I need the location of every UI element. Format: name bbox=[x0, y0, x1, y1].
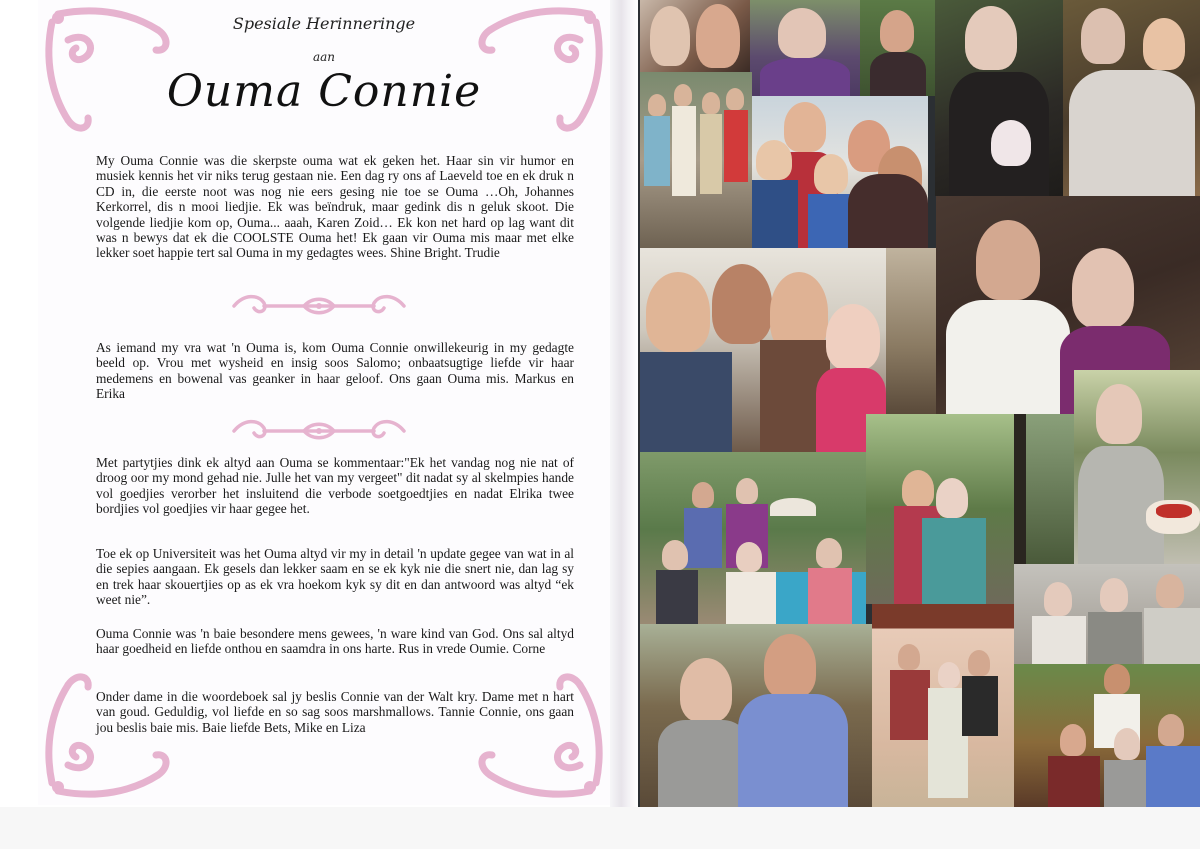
photo-ouma-with-baby bbox=[935, 0, 1063, 196]
photo-family-group-standing bbox=[640, 72, 752, 248]
tribute-paragraph-bets-mike-liza: Onder dame in die woordeboek sal jy beslis Connie van der Walt kry. Dame met n hart van goud. Geduldig, vol liefde en so sag soos marshmallows. Tannie Connie, ons gaan jou beslis baie mis. Baie liefde Bets, Mike en Liza bbox=[96, 689, 574, 735]
photo-group-in-lounge bbox=[1014, 664, 1200, 807]
photo-ouma-with-grandson bbox=[1063, 0, 1200, 196]
scroll-divider-icon bbox=[224, 416, 414, 446]
photo-group-by-pool bbox=[640, 452, 866, 624]
photo-ouma-and-oupa-seated bbox=[640, 624, 872, 807]
memorial-left-page bbox=[38, 0, 610, 805]
photo-family-at-beach bbox=[752, 96, 928, 248]
photo-seniors-sitting bbox=[1014, 564, 1200, 664]
scroll-divider-icon bbox=[224, 291, 414, 321]
memorial-connector: aan bbox=[312, 50, 336, 64]
photo-ladies-in-garden bbox=[866, 414, 1014, 604]
photo-ouma-and-granddaughter bbox=[640, 0, 750, 72]
tribute-paragraph-trudie: My Ouma Connie was die skerpste ouma wat ek geken het. Haar sin vir humor en musiek kennis het vir niks terug gestaan nie. Een dag ry ons af Laeveld toe en ek druk n CD in, die eerste noot was nog nie eers gesing nie toe se Ouma …Oh, Johannes Kerkorrel, dis n mooi liedjie. Ek was beïndruk, maar gedink dis n geluk skoot. Die volgende liedjie kom op, Ouma... aaah, Karen Zoid… Ek kon net hard op lag want dit was n bewys dat ek die COOLSTE Ouma het! Ek gaan vir Ouma mis maar met elke lekker soet happie tert sal Ouma in my gedagtes wees. Shine Bright. Trudie bbox=[96, 153, 574, 261]
photo-ouma-sunglasses bbox=[750, 0, 860, 96]
photo-family-outside-house bbox=[872, 604, 1014, 807]
tribute-paragraph-partytjies: Met partytjies dink ek altyd aan Ouma se kommentaar:"Ek het vandag nog nie nat of droog oor my mond gehad nie. Julle het van my vergeet" dit nadat sy al skelmpies hande vol goedjies verorber het insluitend die verbode soetgoedtjies en nadat Elrika twee bordjies vol goedjies vir haar gegee het. bbox=[96, 455, 574, 517]
scan-margin bbox=[0, 807, 1200, 849]
tribute-paragraph-corne: Ouma Connie was 'n baie besondere mens gewees, 'n ware kind van God. Ons sal altyd haar goedheid en liefde onthou en saamdra in ons harte. Rus in vrede Oumie. Corne bbox=[96, 626, 574, 657]
tribute-paragraph-markus-erika: As iemand my vra wat 'n Ouma is, kom Ouma Connie onwillekeurig in my gedagte beeld op. Vrou met wysheid en insig soos Salomo; onbaatsugtige liefde vir haar medemens en bowenal vas geanker in haar geloof. Ons gaan Ouma mis. Markus en Erika bbox=[96, 340, 574, 402]
page-title: Ouma Connie bbox=[166, 66, 482, 117]
photo-birthday-cake bbox=[1074, 370, 1200, 576]
photo-collage bbox=[638, 0, 1200, 807]
photo-garden-fence bbox=[886, 248, 936, 414]
photo-woman-garden bbox=[860, 0, 935, 96]
photo-family-selfie bbox=[640, 248, 886, 452]
tribute-paragraph-universiteit: Toe ek op Universiteit was het Ouma altyd vir my in detail 'n update gegee van wat in al die sepies aangaan. Ek gesels dan lekker saam en se ek kyk nie die snert nie, dan lag sy en trek haar skouertjies op as ek vra hoekom kyk sy dit en dan antwoord was altyd “ek weet nie”. bbox=[96, 546, 574, 608]
photo-evening-gathering bbox=[1026, 414, 1074, 564]
book-spine bbox=[610, 0, 638, 807]
memorial-subtitle: Spesiale Herinneringe bbox=[232, 14, 416, 33]
